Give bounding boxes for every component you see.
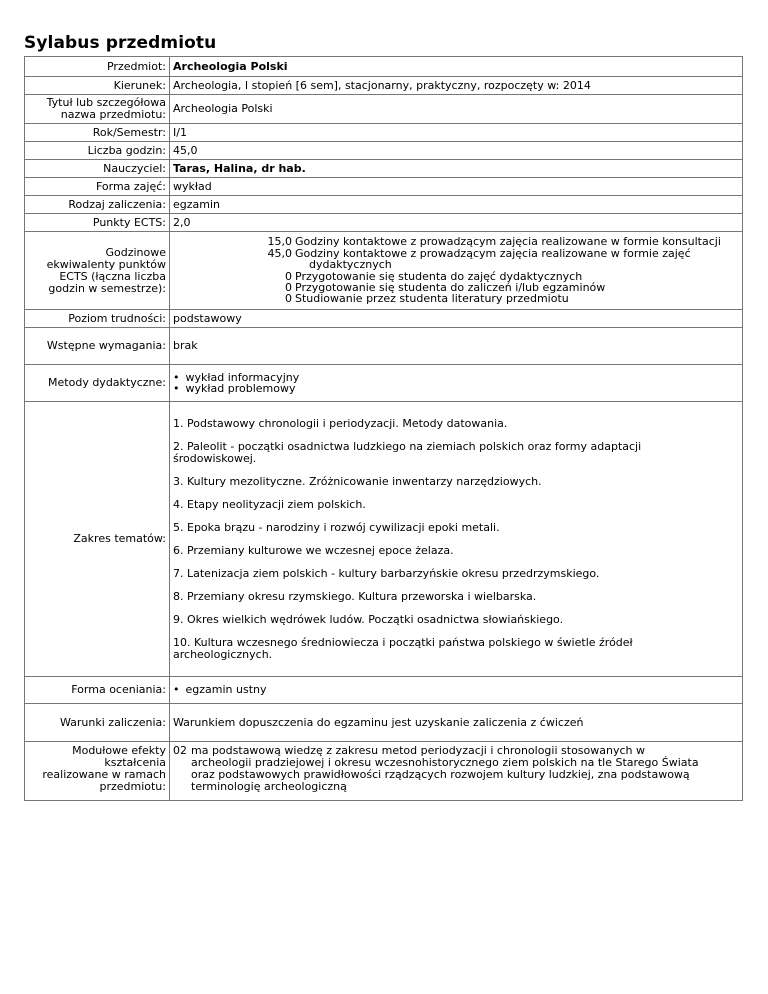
row-nauczyciel	[25, 160, 743, 178]
effect-text	[191, 745, 739, 793]
topic-item	[173, 418, 739, 430]
label-efekty-line2: kształcenia	[104, 756, 166, 769]
label-efekty	[25, 742, 170, 801]
row-warunki	[25, 704, 743, 742]
topic-text: 2. Paleolit - początki osadnictwa ludzkiego na ziemiach polskich oraz formy adaptacji	[173, 439, 642, 453]
value-forma-oceniania	[170, 677, 743, 704]
label-forma-zajec: Forma zajęć:	[25, 178, 170, 196]
ects-description: Godziny kontaktowe z prowadzącym zajęcia realizowane w formie zajęć	[295, 246, 691, 260]
effect-item	[173, 745, 739, 793]
topic-item	[173, 545, 739, 557]
label-metody: Metody dydaktyczne:	[25, 365, 170, 402]
row-ekwiwalenty	[25, 232, 743, 310]
value-metody	[170, 365, 743, 402]
label-tytul	[25, 95, 170, 124]
topic-text: 8. Przemiany okresu rzymskiego. Kultura przeworska i wielbarska.	[173, 589, 537, 603]
topic-item	[173, 476, 739, 488]
value-efekty	[170, 742, 743, 801]
effect-line: archeologii pradziejowej i okresu wczesnohistorycznego ziem polskich na tle Starego Świata	[191, 756, 699, 769]
value-ects: 2,0	[170, 214, 743, 232]
syllabus-table	[24, 56, 743, 801]
list-item: • egzamin ustny	[173, 684, 739, 696]
effect-line: ma podstawową wiedzę z zakresu metod periodyzacji i chronologii stosowanych w	[191, 744, 645, 757]
ects-hours-row-continued	[173, 259, 739, 270]
ects-hours: 15,0	[267, 235, 292, 249]
value-zakres	[170, 402, 743, 677]
row-rok	[25, 124, 743, 142]
topic-text: 1. Podstawowy chronologii i periodyzacji. Metody datowania.	[173, 416, 508, 430]
ects-description-continued: dydaktycznych	[309, 258, 392, 272]
value-wymagania: brak	[170, 328, 743, 365]
value-warunki: Warunkiem dopuszczenia do egzaminu jest uzyskanie zaliczenia z ćwiczeń	[170, 704, 743, 742]
label-ekwiwalenty-line2: ekwiwalenty punktów	[46, 257, 166, 271]
ects-description: Przygotowanie się studenta do zajęć dydaktycznych	[295, 269, 583, 283]
row-forma-oceniania	[25, 677, 743, 704]
topic-item	[173, 568, 739, 580]
label-ekwiwalenty-line3: ECTS (łączna liczba	[59, 269, 166, 283]
label-rok: Rok/Semestr:	[25, 124, 170, 142]
row-efekty	[25, 742, 743, 801]
value-poziom: podstawowy	[170, 310, 743, 328]
label-efekty-line4: przedmiotu:	[99, 780, 166, 793]
label-kierunek: Kierunek:	[25, 77, 170, 95]
topic-text: 6. Przemiany kulturowe we wczesnej epoce żelaza.	[173, 543, 454, 557]
effect-line: terminologię archeologiczną	[191, 780, 347, 793]
ects-hours: 0	[285, 280, 292, 294]
topic-text-continued: środowiskowej.	[173, 451, 257, 465]
value-forma-zajec: wykład	[170, 178, 743, 196]
topic-text: 9. Okres wielkich wędrówek ludów. Początki osadnictwa słowiańskiego.	[173, 612, 564, 626]
label-poziom: Poziom trudności:	[25, 310, 170, 328]
value-rok: I/1	[170, 124, 743, 142]
page-title: Sylabus przedmiotu	[24, 33, 217, 53]
topic-text: 7. Latenizacja ziem polskich - kultury barbarzyńskie okresu przedrzymskiego.	[173, 566, 600, 580]
label-rodzaj-zaliczenia: Rodzaj zaliczenia:	[25, 196, 170, 214]
label-godziny: Liczba godzin:	[25, 142, 170, 160]
label-ekwiwalenty	[25, 232, 170, 310]
ects-description: Godziny kontaktowe z prowadzącym zajęcia realizowane w formie konsultacji	[295, 235, 721, 249]
list-item: • wykład problemowy	[173, 383, 739, 395]
ects-description: Przygotowanie się studenta do zaliczeń i/lub egzaminów	[295, 280, 606, 294]
ects-hours: 45,0	[267, 246, 292, 260]
list-item: • wykład informacyjny	[173, 372, 739, 384]
label-ekwiwalenty-line1: Godzinowe	[105, 245, 166, 259]
label-warunki: Warunki zaliczenia:	[25, 704, 170, 742]
topic-text: 3. Kultury mezolityczne. Zróżnicowanie inwentarzy narzędziowych.	[173, 474, 542, 488]
label-ects: Punkty ECTS:	[25, 214, 170, 232]
ects-hours: 0	[285, 269, 292, 283]
row-forma-zajec	[25, 178, 743, 196]
label-forma-oceniania: Forma oceniania:	[25, 677, 170, 704]
row-tytul	[25, 95, 743, 124]
value-godziny: 45,0	[170, 142, 743, 160]
ects-hours-row	[173, 236, 739, 247]
ects-hours: 0	[285, 292, 292, 306]
row-godziny	[25, 142, 743, 160]
ects-hours-row	[173, 293, 739, 304]
forma-oceniania-list	[173, 684, 739, 696]
row-kierunek	[25, 77, 743, 95]
label-tytul-line2: nazwa przedmiotu:	[60, 108, 166, 121]
topic-text: 5. Epoka brązu - narodziny i rozwój cywilizacji epoki metali.	[173, 520, 500, 534]
label-ekwiwalenty-line4: godzin w semestrze):	[48, 281, 166, 295]
topic-item	[173, 522, 739, 534]
topic-text-continued: archeologicznych.	[173, 647, 273, 661]
label-efekty-line1: Modułowe efekty	[72, 744, 166, 757]
value-kierunek: Archeologia, I stopień [6 sem], stacjonarny, praktyczny, rozpoczęty w: 2014	[170, 77, 743, 95]
effect-line: oraz podstawowych prawidłowości rządzących rozwojem kultury ludzkiej, zna podstawową	[191, 768, 690, 781]
row-ects	[25, 214, 743, 232]
row-wymagania	[25, 328, 743, 365]
ects-description: Studiowanie przez studenta literatury przedmiotu	[295, 292, 569, 306]
value-rodzaj-zaliczenia: egzamin	[170, 196, 743, 214]
row-przedmiot	[25, 57, 743, 77]
value-ekwiwalenty	[170, 232, 743, 310]
topic-item	[173, 499, 739, 511]
topic-item	[173, 591, 739, 603]
label-nauczyciel: Nauczyciel:	[25, 160, 170, 178]
topic-text: 10. Kultura wczesnego średniowiecza i początki państwa polskiego w świetle źródeł	[173, 635, 633, 649]
row-metody	[25, 365, 743, 402]
label-wymagania: Wstępne wymagania:	[25, 328, 170, 365]
row-rodzaj-zaliczenia	[25, 196, 743, 214]
topic-item	[173, 441, 739, 465]
value-nauczyciel: Taras, Halina, dr hab.	[170, 160, 743, 178]
topic-item	[173, 614, 739, 626]
row-poziom	[25, 310, 743, 328]
topic-item	[173, 637, 739, 661]
label-przedmiot: Przedmiot:	[25, 57, 170, 77]
effect-code: 02	[173, 744, 187, 757]
label-efekty-line3: realizowane w ramach	[42, 768, 166, 781]
ects-hours-row	[173, 248, 739, 259]
label-tytul-line1: Tytuł lub szczegółowa	[46, 96, 166, 109]
value-tytul: Archeologia Polski	[170, 95, 743, 124]
metody-list	[173, 372, 739, 395]
value-przedmiot: Archeologia Polski	[170, 57, 743, 77]
topic-text: 4. Etapy neolityzacji ziem polskich.	[173, 497, 366, 511]
label-zakres: Zakres tematów:	[25, 402, 170, 677]
row-zakres	[25, 402, 743, 677]
